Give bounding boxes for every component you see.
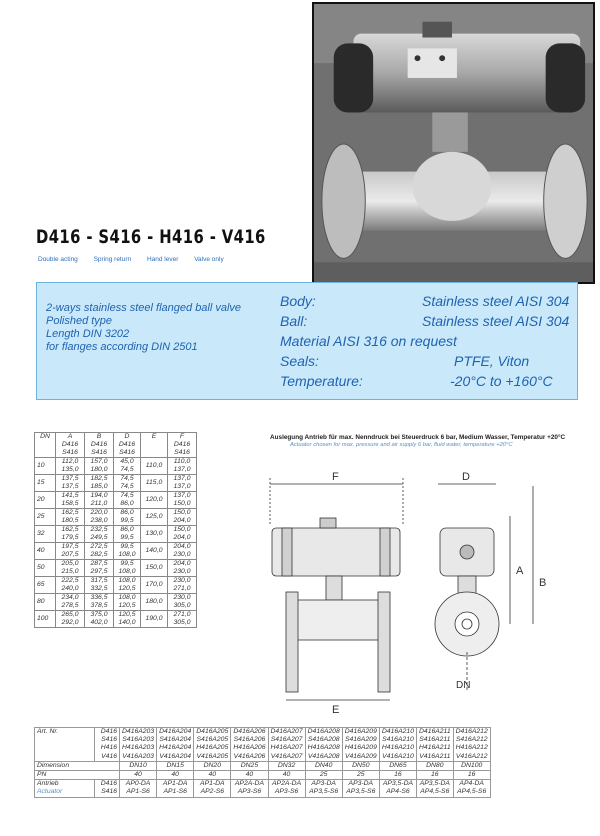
- cell-d: 108,0 120,5: [114, 594, 141, 611]
- cell-a: 222,5 240,0: [56, 577, 85, 594]
- cell-b: 317,5 332,5: [85, 577, 114, 594]
- cell-a: 112,0 135,0: [56, 458, 85, 475]
- dimension-row: [35, 560, 197, 577]
- pn-cell: 40: [120, 771, 157, 780]
- dim-label-d: D: [462, 471, 470, 483]
- dim-label-e: E: [332, 704, 340, 716]
- pn-cell: 16: [417, 771, 454, 780]
- actuator-row: [35, 780, 491, 797]
- cell-e: 130,0: [141, 526, 168, 543]
- dimension-row: [35, 594, 197, 611]
- cell-e: 190,0: [141, 611, 168, 628]
- subtype-labels: [38, 256, 238, 263]
- header-f: F D416 S416: [168, 433, 197, 458]
- dimension-row: [35, 492, 197, 509]
- spec-label: Temperature:: [280, 373, 363, 389]
- dimension-cell: DN65: [379, 761, 416, 770]
- cell-d: 86,0 99,5: [114, 526, 141, 543]
- description-line: 2-ways stainless steel flanged ball valve: [46, 302, 242, 314]
- art-nr-cell: D416A207 S416A207 H416A207 V416A207: [268, 728, 305, 762]
- actuator-cell: AP3-DA AP3,5-S6: [342, 780, 379, 797]
- art-nr-cell: D416A211 S416A211 H416A211 V416A211: [417, 728, 454, 762]
- art-nr-cell: D416A208 S416A208 H416A208 V416A208: [305, 728, 342, 762]
- cell-e: 110,0: [141, 458, 168, 475]
- subtype-double-acting: Double acting: [38, 256, 78, 263]
- cell-d: 108,0 120,5: [114, 577, 141, 594]
- art-nr-cell: D416A206 S416A206 H416A206 V416A206: [231, 728, 268, 762]
- pn-row: [35, 771, 491, 780]
- cell-f: 110,0 137,0: [168, 458, 197, 475]
- actuator-cell: AP1-DA AP1-S6: [157, 780, 194, 797]
- header-e: E: [141, 433, 168, 458]
- cell-e: 120,0: [141, 492, 168, 509]
- cell-f: 230,0 271,0: [168, 577, 197, 594]
- subtype-spring-return: Spring return: [93, 256, 132, 263]
- cell-dn: 25: [35, 509, 56, 526]
- cell-dn: 40: [35, 543, 56, 560]
- dimension-row: [35, 543, 197, 560]
- pn-cell: 25: [342, 771, 379, 780]
- subtype-valve-only: Valve only: [194, 256, 224, 263]
- actuator-cell: AP2A-DA AP3-S6: [231, 780, 268, 797]
- dimension-cell: DN50: [342, 761, 379, 770]
- article-table-body: [35, 728, 491, 798]
- dimension-cell: DN15: [157, 761, 194, 770]
- cell-f: 230,0 305,0: [168, 594, 197, 611]
- dimension-cell: DN20: [194, 761, 231, 770]
- dimension-cell: DN40: [305, 761, 342, 770]
- dimension-row: [35, 475, 197, 492]
- header-d: D D416 S416: [114, 433, 141, 458]
- cell-d: 86,0 99,5: [114, 509, 141, 526]
- drawing-subheading: Actuator chosen for max. pressure and air supply 6 bar, fluid water, temperature +20°C: [290, 442, 513, 448]
- cell-f: 150,0 204,0: [168, 526, 197, 543]
- cell-f: 271,0 305,0: [168, 611, 197, 628]
- actuator-cell: AP2A-DA AP3-S6: [268, 780, 305, 797]
- cell-f: 150,0 204,0: [168, 509, 197, 526]
- actuator-cell: AP4-DA AP4,5-S6: [453, 780, 490, 797]
- art-nr-cell: D416A204 S416A204 H416A204 V416A204: [157, 728, 194, 762]
- spec-label: Material AISI 316 on request: [280, 333, 457, 349]
- pn-cell: 40: [194, 771, 231, 780]
- cell-dn: 65: [35, 577, 56, 594]
- cell-e: 125,0: [141, 509, 168, 526]
- description-line: Length DIN 3202: [46, 328, 130, 340]
- product-title: D416 - S416 - H416 - V416: [36, 226, 266, 248]
- cell-d: 74,5 74,5: [114, 475, 141, 492]
- cell-a: 197,5 207,5: [56, 543, 85, 560]
- cell-dn: 15: [35, 475, 56, 492]
- pn-cell: 16: [379, 771, 416, 780]
- art-nr-cell: D416A210 S416A210 H416A210 V416A210: [379, 728, 416, 762]
- art-nr-cell: D416A205 S416A205 H416A205 V416A205: [194, 728, 231, 762]
- cell-b: 194,0 211,0: [85, 492, 114, 509]
- pn-cell: 16: [453, 771, 490, 780]
- art-type-list: D416 S416 H416 V416: [95, 728, 120, 762]
- cell-a: 205,0 215,0: [56, 560, 85, 577]
- cell-b: 220,0 238,0: [85, 509, 114, 526]
- art-nr-row: [35, 728, 491, 762]
- dimension-table-body: [35, 458, 197, 628]
- dim-label-dn: DN: [456, 680, 471, 691]
- dimension-row: [35, 761, 491, 770]
- technical-drawing: [248, 456, 600, 720]
- actuator-cell: AP0-DA AP1-S6: [120, 780, 157, 797]
- cell-b: 232,5 249,5: [85, 526, 114, 543]
- dimension-row: [35, 509, 197, 526]
- dimension-table: [34, 432, 197, 628]
- cell-d: 45,0 74,5: [114, 458, 141, 475]
- ball-valve-photo: [314, 4, 593, 282]
- art-nr-cell: D416A209 S416A209 H416A209 V416A209: [342, 728, 379, 762]
- dimension-row: [35, 526, 197, 543]
- dim-label-f: F: [332, 471, 339, 483]
- dimension-row: [35, 458, 197, 475]
- pn-cell: 40: [231, 771, 268, 780]
- spec-value: Stainless steel AISI 304: [422, 293, 570, 309]
- cell-e: 170,0: [141, 577, 168, 594]
- spec-value: PTFE, Viton: [454, 353, 530, 369]
- art-nr-cell: D416A203 S416A203 H416A203 V416A203: [120, 728, 157, 762]
- cell-a: 234,0 278,5: [56, 594, 85, 611]
- pn-cell: 25: [305, 771, 342, 780]
- cell-b: 157,0 180,0: [85, 458, 114, 475]
- spec-value: Stainless steel AISI 304: [422, 313, 570, 329]
- dim-label-a: A: [516, 565, 524, 577]
- cell-e: 180,0: [141, 594, 168, 611]
- cell-f: 204,0 230,0: [168, 543, 197, 560]
- valve-body-front: [290, 600, 386, 640]
- cell-b: 336,5 378,5: [85, 594, 114, 611]
- cell-f: 204,0 230,0: [168, 560, 197, 577]
- cell-dn: 80: [35, 594, 56, 611]
- cell-b: 287,5 297,5: [85, 560, 114, 577]
- art-nr-cell: D416A212 S416A212 H416A212 V416A212: [453, 728, 490, 762]
- cell-e: 140,0: [141, 543, 168, 560]
- cell-e: 115,0: [141, 475, 168, 492]
- cell-b: 182,5 185,0: [85, 475, 114, 492]
- cell-d: 120,5 140,0: [114, 611, 141, 628]
- valve-dimension-drawing: [248, 456, 600, 720]
- cell-b: 272,5 282,5: [85, 543, 114, 560]
- cell-dn: 50: [35, 560, 56, 577]
- cell-b: 375,0 402,0: [85, 611, 114, 628]
- description-line: for flanges according DIN 2501: [46, 341, 198, 353]
- art-nr-label: Art. Nr.: [35, 728, 95, 762]
- cell-f: 137,0 150,0: [168, 492, 197, 509]
- cell-d: 99,5 108,0: [114, 560, 141, 577]
- cell-e: 150,0: [141, 560, 168, 577]
- dimension-cell: DN32: [268, 761, 305, 770]
- spec-label: Body:: [280, 293, 316, 309]
- cell-dn: 10: [35, 458, 56, 475]
- actuator-type-list: D416 S416: [95, 780, 120, 797]
- actuator-cell: AP3,5-DA AP4,5-S6: [417, 780, 454, 797]
- actuator-cell: AP3,5-DA AP4-S6: [379, 780, 416, 797]
- dimension-cell: DN10: [120, 761, 157, 770]
- actuator-label: Antrieb Actuator: [35, 780, 95, 797]
- pn-label: PN: [35, 771, 120, 780]
- dimension-cell: DN25: [231, 761, 268, 770]
- drawing-heading: Auslegung Antrieb für max. Nenndruck bei Steuerdruck 6 bar, Medium Wasser, Temperatur +20°C: [270, 434, 566, 441]
- cell-dn: 32: [35, 526, 56, 543]
- cell-a: 162,5 180,5: [56, 509, 85, 526]
- actuator-cell: AP3-DA AP3,5-S6: [305, 780, 342, 797]
- spec-label: Ball:: [280, 313, 308, 329]
- pn-cell: 40: [268, 771, 305, 780]
- pn-cell: 40: [157, 771, 194, 780]
- dimension-cell: DN100: [453, 761, 490, 770]
- cell-a: 137,5 137,5: [56, 475, 85, 492]
- dimension-row: [35, 577, 197, 594]
- cell-d: 99,5 108,0: [114, 543, 141, 560]
- header-dn: DN: [35, 433, 56, 458]
- header-b: B D416 S416: [85, 433, 114, 458]
- dimension-header-row: [35, 433, 197, 458]
- dimension-cell: DN80: [417, 761, 454, 770]
- dim-label-b: B: [539, 577, 547, 589]
- product-photo: [312, 2, 595, 284]
- spec-label: Seals:: [280, 353, 319, 369]
- cell-a: 141,5 158,5: [56, 492, 85, 509]
- description-line: Polished type: [46, 315, 113, 327]
- dimension-row: [35, 611, 197, 628]
- article-table: [34, 727, 491, 798]
- spec-value: -20°C to +160°C: [450, 373, 553, 389]
- subtype-hand-lever: Hand lever: [146, 256, 179, 263]
- cell-a: 162,5 179,5: [56, 526, 85, 543]
- cell-f: 137,0 137,0: [168, 475, 197, 492]
- cell-a: 265,0 292,0: [56, 611, 85, 628]
- dimension-label: Dimension: [35, 761, 120, 770]
- cell-dn: 20: [35, 492, 56, 509]
- cell-d: 74,5 86,0: [114, 492, 141, 509]
- description: [46, 302, 241, 354]
- cell-dn: 100: [35, 611, 56, 628]
- actuator-cell: AP1-DA AP2-S6: [194, 780, 231, 797]
- header-a: A D416 S416: [56, 433, 85, 458]
